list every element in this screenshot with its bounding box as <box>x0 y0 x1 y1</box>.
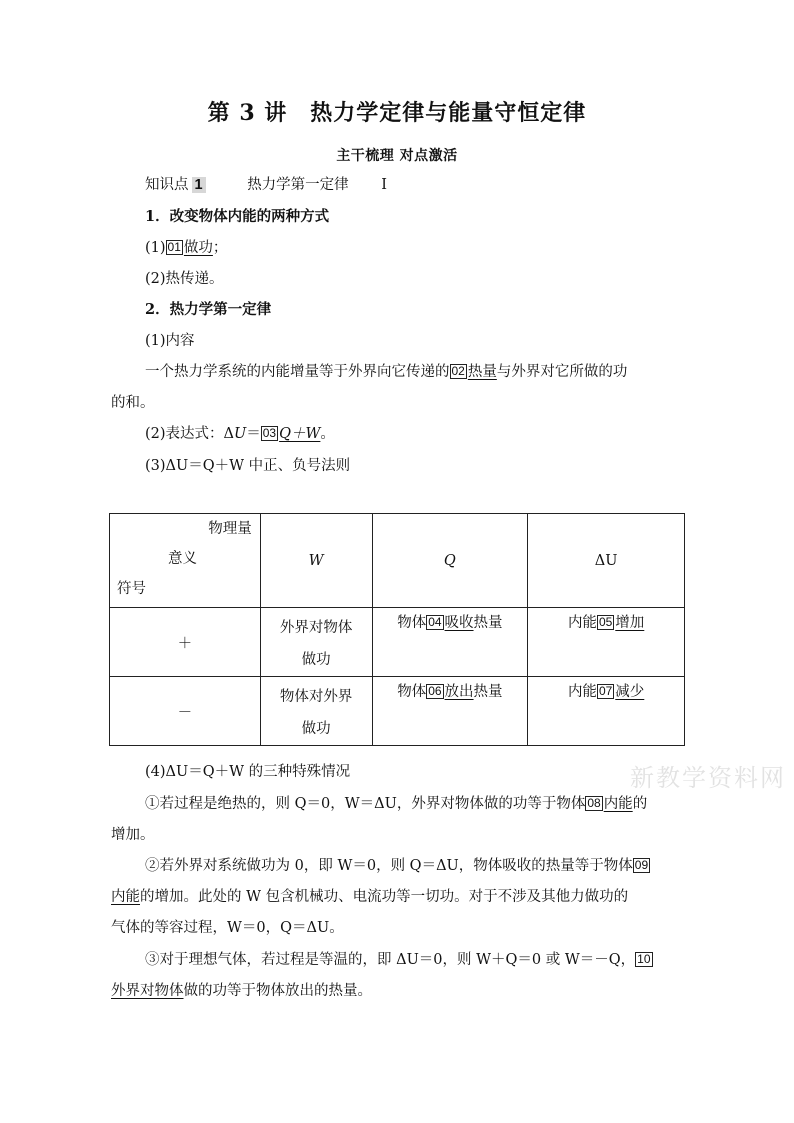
knowledge-point-label: 知识点 <box>145 177 189 193</box>
case-text: 的 <box>632 796 648 812</box>
page-title: 第 3 讲 热力学定律与能量守恒定律 <box>207 100 587 126</box>
table-cell <box>528 677 685 746</box>
header-sign: 符号 <box>117 581 146 597</box>
section-subtitle: 主干梳理 对点激活 <box>336 148 458 164</box>
case-text: ③对于理想气体，若过程是等温的，即 ΔU＝0，则 W＋Q＝0 或 W＝－Q， <box>145 952 636 968</box>
case2-line2 <box>111 887 628 907</box>
cell-text: 物体 <box>397 684 427 700</box>
cell-line: 做功 <box>301 652 331 668</box>
answer-text: 外界对物体 <box>111 983 184 999</box>
cell-line: 做功 <box>301 721 331 737</box>
cell-text: 热量 <box>473 615 503 631</box>
special-cases-heading: (4)ΔU＝Q＋W 的三种特殊情况 <box>145 764 351 780</box>
answer-number: 10 <box>637 952 651 966</box>
answer-number: 03 <box>262 426 277 440</box>
case3-line2 <box>111 981 372 1001</box>
table-cell <box>372 608 528 677</box>
case3-line1 <box>145 950 654 970</box>
case-text: 做的功等于物体放出的热量。 <box>183 983 372 999</box>
answer-number: 09 <box>634 858 649 872</box>
knowledge-point-name: 热力学第一定律 <box>247 177 349 193</box>
cell-line: 外界对物体 <box>279 620 353 636</box>
column-header-w: W <box>260 514 372 608</box>
answer-number: 06 <box>428 684 442 698</box>
answer-text: 内能 <box>603 796 633 812</box>
cell-text: 物体 <box>397 615 427 631</box>
answer-text: 吸收 <box>444 615 474 631</box>
expression-line <box>145 424 335 444</box>
case2-line3: 气体的等容过程，W＝0，Q＝ΔU。 <box>111 920 344 936</box>
sign-minus: － <box>110 677 261 746</box>
table-cell <box>372 677 528 746</box>
case1-line2: 增加。 <box>111 827 155 843</box>
cell-text: 内能 <box>567 615 597 631</box>
section1-item2: (2)热传递。 <box>145 271 224 287</box>
item-prefix: (1) <box>145 240 166 256</box>
table-cell <box>260 677 372 746</box>
sign-plus: ＋ <box>110 608 261 677</box>
content-line2: 的和。 <box>111 395 155 411</box>
answer-text: 做功 <box>183 240 213 256</box>
answer-number: 02 <box>451 364 465 378</box>
header-meaning: 意义 <box>168 551 197 567</box>
knowledge-point-line <box>145 175 387 195</box>
answer-number: 05 <box>598 615 613 629</box>
answer-number: 01 <box>167 240 181 254</box>
section1-heading: 1．改变物体内能的两种方式 <box>145 208 330 225</box>
item-suffix: ； <box>212 240 228 256</box>
knowledge-point-level: Ⅰ <box>381 177 388 193</box>
table-cell <box>528 608 685 677</box>
case1-line1 <box>145 794 647 814</box>
case2-line1 <box>145 856 651 876</box>
answer-number: 07 <box>598 684 613 698</box>
column-header-du: ΔU <box>528 514 685 608</box>
answer-text: 内能 <box>111 889 140 905</box>
section1-item1 <box>145 238 227 258</box>
column-header-q: Q <box>372 514 528 608</box>
section2-heading: 2．热力学第一定律 <box>145 301 272 318</box>
cell-text: 热量 <box>473 684 503 700</box>
diagonal-header-cell <box>110 514 261 608</box>
answer-text: 放出 <box>444 684 474 700</box>
answer-text: Q＋W <box>279 426 321 442</box>
answer-number: 08 <box>587 796 601 810</box>
content-text: 与外界对它所做的功 <box>496 364 628 380</box>
expression-suffix: 。 <box>320 426 335 442</box>
content-label: (1)内容 <box>145 333 195 349</box>
knowledge-point-number: 1 <box>192 177 206 193</box>
header-quantity: 物理量 <box>208 521 252 537</box>
sign-rule-line: (3)ΔU＝Q＋W 中正、负号法则 <box>145 458 351 474</box>
case-text: ②若外界对系统做功为 0，即 W＝0，则 Q＝ΔU，物体吸收的热量等于物体 <box>145 858 633 874</box>
expression-prefix: (2)表达式：Δ <box>145 426 235 442</box>
answer-text: 减少 <box>615 684 645 700</box>
variable-u: U <box>234 426 247 442</box>
content-line1 <box>145 362 627 382</box>
table-cell <box>260 608 372 677</box>
answer-text: 增加 <box>615 615 645 631</box>
answer-text: 热量 <box>467 364 497 380</box>
sign-rule-table <box>109 513 685 746</box>
case-text: ①若过程是绝热的，则 Q＝0，W＝ΔU，外界对物体做的功等于物体 <box>145 796 586 812</box>
answer-number: 04 <box>428 615 442 629</box>
cell-text: 内能 <box>567 684 597 700</box>
equals-sign: ＝ <box>246 426 261 442</box>
content-text: 一个热力学系统的内能增量等于外界向它传递的 <box>145 364 450 380</box>
case-text: 的增加。此处的 W 包含机械功、电流功等一切功。对于不涉及其他力做功的 <box>140 889 629 905</box>
watermark: 新教学资料网 <box>630 764 786 792</box>
cell-line: 物体对外界 <box>279 689 353 705</box>
